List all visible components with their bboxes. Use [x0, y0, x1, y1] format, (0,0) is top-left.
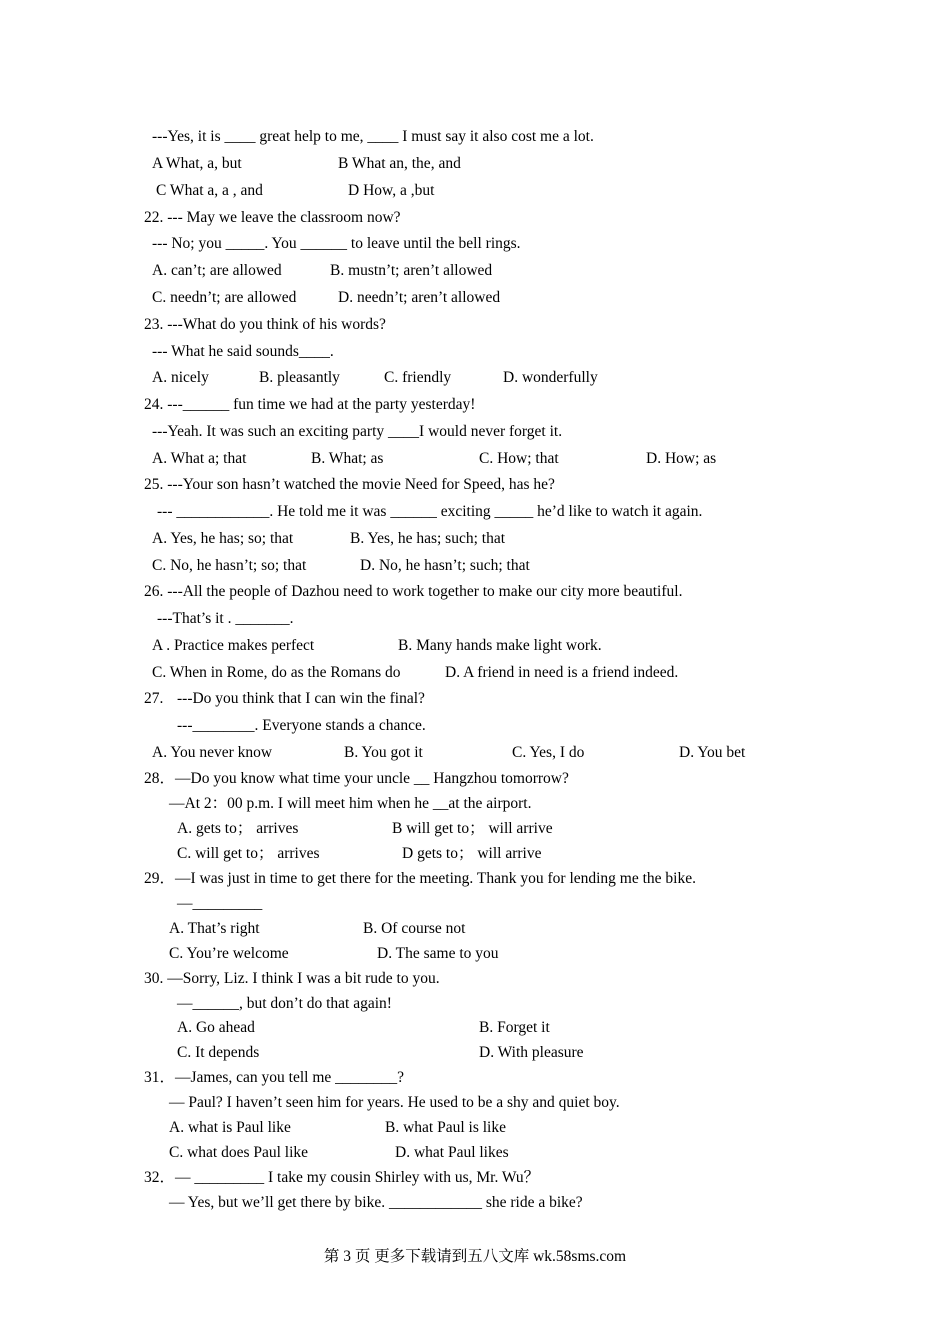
option-text: D. The same to you: [377, 945, 499, 962]
text-line: —_________: [177, 895, 263, 912]
option-text: A. That’s right: [169, 920, 260, 937]
question-31: 31．—James, can you tell me ________?: [144, 1069, 405, 1086]
text-line: — Paul? I haven’t seen him for years. He used to be a shy and quiet boy.: [169, 1094, 620, 1111]
option-text: A. gets to； arrives: [177, 820, 299, 837]
option-text: D How, a ,but: [348, 182, 435, 199]
question-23: 23. ---What do you think of his words?: [144, 316, 386, 333]
option-text: D. A friend in need is a friend indeed.: [445, 664, 679, 681]
option-text: A. what is Paul like: [169, 1119, 291, 1136]
option-text: B. Many hands make light work.: [398, 637, 602, 654]
option-text: D. You bet: [679, 744, 746, 761]
text-line: --- ____________. He told me it was ______ exciting _____ he’d like to watch it again.: [157, 503, 703, 520]
question-27: ---Do you think that I can win the final?: [177, 690, 425, 707]
question-29: 29．—I was just in time to get there for the meeting. Thank you for lending me the bike.: [144, 870, 696, 887]
option-text: A. can’t; are allowed: [152, 262, 282, 279]
option-text: B What an, the, and: [338, 155, 461, 172]
option-text: C. will get to； arrives: [177, 845, 320, 862]
option-text: A. Go ahead: [177, 1019, 255, 1036]
text-line: ---Yes, it is ____ great help to me, ____ I must say it also cost me a lot.: [152, 128, 594, 145]
option-text: C What a, a , and: [156, 182, 263, 199]
text-line: ---________. Everyone stands a chance.: [177, 717, 426, 734]
option-text: B. what Paul is like: [385, 1119, 506, 1136]
option-text: C. It depends: [177, 1044, 260, 1061]
option-text: A. nicely: [152, 369, 209, 386]
text-line: --- What he said sounds____.: [152, 343, 334, 360]
option-text: B. What; as: [311, 450, 384, 467]
question-24: 24. ---______ fun time we had at the party yesterday!: [144, 396, 476, 413]
option-text: D. needn’t; aren’t allowed: [338, 289, 501, 306]
option-text: D. what Paul likes: [395, 1144, 509, 1161]
option-text: C. what does Paul like: [169, 1144, 309, 1161]
option-text: B. mustn’t; aren’t allowed: [330, 262, 493, 279]
option-text: B. Forget it: [479, 1019, 550, 1036]
option-text: C. When in Rome, do as the Romans do: [152, 664, 401, 681]
question-32: 32．— _________ I take my cousin Shirley with us, Mr. Wu？: [144, 1169, 540, 1186]
text-line: —At 2：00 p.m. I will meet him when he __at the airport.: [169, 795, 532, 812]
text-line: --- No; you _____. You ______ to leave until the bell rings.: [152, 235, 521, 252]
option-text: A. Yes, he has; so; that: [152, 530, 294, 547]
text-line: ---Yeah. It was such an exciting party ____I would never forget it.: [152, 423, 563, 440]
option-text: D. wonderfully: [503, 369, 598, 386]
option-text: C. You’re welcome: [169, 945, 289, 962]
option-text: D. No, he hasn’t; such; that: [360, 557, 530, 574]
option-text: D. With pleasure: [479, 1044, 584, 1061]
page-footer: 第 3 页 更多下载请到五八文库 wk.58sms.com: [323, 1248, 627, 1265]
text-line: —______, but don’t do that again!: [177, 995, 392, 1012]
option-text: B. pleasantly: [259, 369, 340, 386]
option-text: B. You got it: [344, 744, 423, 761]
question-28: 28．—Do you know what time your uncle __ Hangzhou tomorrow?: [144, 770, 569, 787]
option-text: A. You never know: [152, 744, 273, 761]
question-25: 25. ---Your son hasn’t watched the movie Need for Speed, has he?: [144, 476, 555, 493]
option-text: D gets to； will arrive: [402, 845, 542, 862]
option-text: C. How; that: [479, 450, 559, 467]
option-text: D. How; as: [646, 450, 717, 467]
option-text: C. needn’t; are allowed: [152, 289, 297, 306]
option-text: B. Yes, he has; such; that: [350, 530, 505, 547]
option-text: C. Yes, I do: [512, 744, 585, 761]
question-26: 26. ---All the people of Dazhou need to work together to make our city more beautiful.: [144, 583, 683, 600]
question-22: 22. --- May we leave the classroom now?: [144, 209, 401, 226]
option-text: A. What a; that: [152, 450, 247, 467]
option-text: A What, a, but: [152, 155, 242, 172]
option-text: A . Practice makes perfect: [152, 637, 315, 654]
option-text: C. No, he hasn’t; so; that: [152, 557, 307, 574]
option-text: C. friendly: [384, 369, 452, 386]
text-line: ---That’s it . _______.: [157, 610, 294, 627]
question-30: 30. —Sorry, Liz. I think I was a bit rude to you.: [144, 970, 440, 987]
option-text: B. Of course not: [363, 920, 466, 937]
text-line: — Yes, but we’ll get there by bike. ____________ she ride a bike?: [169, 1194, 583, 1211]
question-27-number: 27.: [144, 690, 164, 707]
option-text: B will get to； will arrive: [392, 820, 553, 837]
